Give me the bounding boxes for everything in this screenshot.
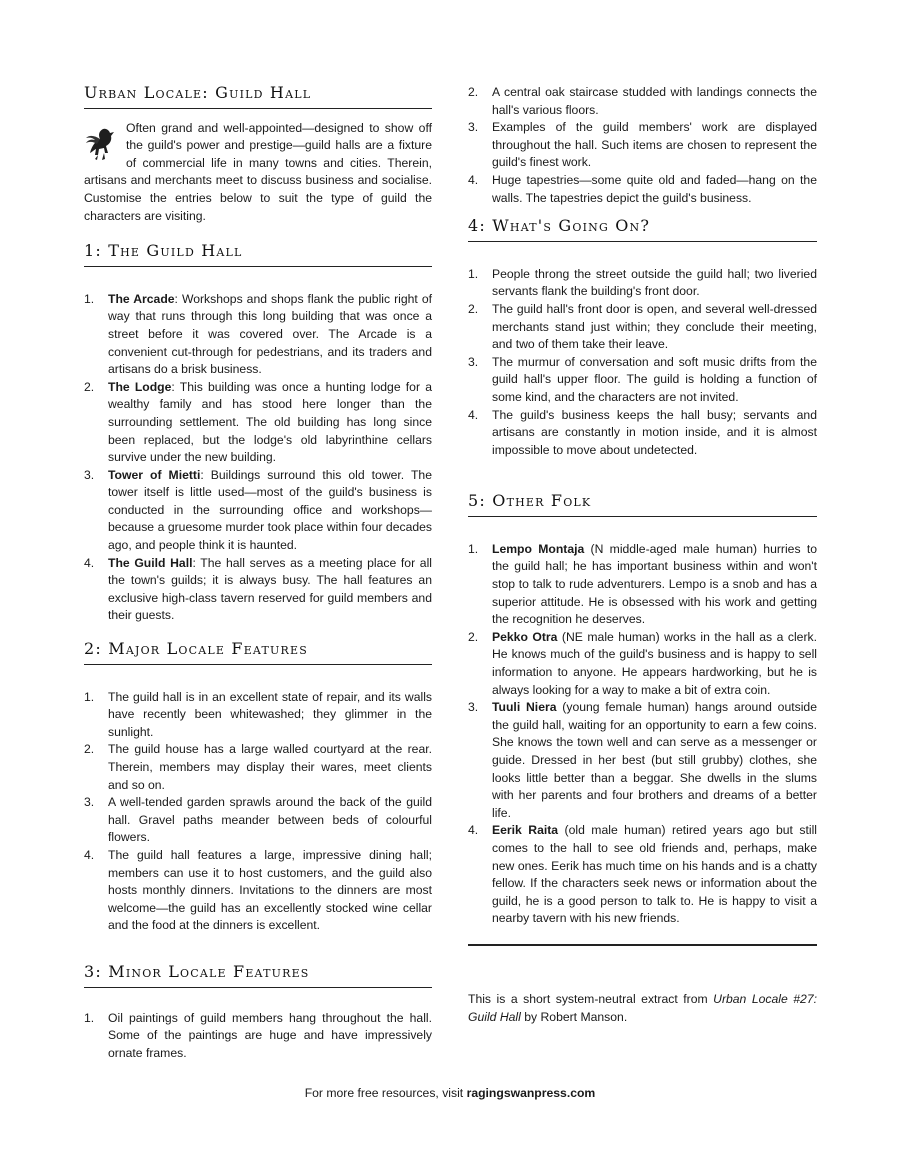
- major-features-list: [84, 689, 432, 935]
- item-text: A central oak staircase studded with landings connects the hall's various floors.: [492, 85, 817, 117]
- item-text: People throng the street outside the guild hall; two liveried servants flank the building's front door.: [492, 266, 817, 299]
- list-item: [84, 1010, 432, 1063]
- list-item: [468, 699, 817, 822]
- item-name: The Guild Hall: [108, 555, 193, 570]
- list-item: [468, 407, 817, 460]
- list-item: [468, 822, 817, 928]
- extract-note: [468, 991, 817, 1026]
- item-number: 1.: [84, 291, 95, 306]
- item-text: The guild hall is in an excellent state of repair, and its walls have recently been whitewashed; they glimmer in the sunlight.: [108, 689, 432, 739]
- section-heading-major: 2: Major Locale Features: [84, 640, 432, 665]
- item-number: 4.: [468, 172, 479, 187]
- list-item: [468, 301, 817, 354]
- minor-features-list-part-2: [468, 84, 817, 207]
- item-number: 3.: [468, 700, 479, 715]
- item-number: 2.: [84, 742, 95, 757]
- item-number: 3.: [84, 795, 95, 810]
- item-number: 2.: [468, 629, 479, 644]
- intro-block: [84, 120, 432, 226]
- intro-text: Often grand and well-appointed—designed to show off the guild's power and prestige—guild halls are a fixture of commercial life in many towns and cities. Therein, artisans and merchants meet to discuss business and socialise. Customise the entries below to suit the type of guild the characters are visiting.: [84, 120, 432, 223]
- item-number: 1.: [468, 541, 479, 556]
- extract-before: This is a short system-neutral extract from: [468, 991, 714, 1006]
- item-text: A well-tended garden sprawls around the back of the guild hall. Gravel paths meander between beds of colourful flowers.: [108, 795, 432, 845]
- divider: [468, 944, 817, 946]
- item-number: 1.: [84, 1010, 95, 1025]
- item-text: The guild's business keeps the hall busy; servants and artisans are constantly in motion inside, and it is almost impossible to move about undetected.: [492, 407, 817, 457]
- footer-link[interactable]: ragingswanpress.com: [466, 1086, 596, 1100]
- item-name: Tower of Mietti: [108, 467, 201, 482]
- item-text: : Workshops and shops flank the public right of way that runs through this long building that was once a street before it was covered over. The Arcade is a convenient cut-through for pedestrians, and its traders and artisans do a brisk business.: [108, 291, 432, 377]
- list-item: [84, 741, 432, 794]
- item-text: The guild hall's front door is open, and several well-dressed merchants stand just within; they conclude their meeting, and two of them take their leave.: [492, 301, 817, 352]
- item-number: 3.: [468, 354, 479, 369]
- item-number: 2.: [468, 85, 479, 99]
- item-text: (young female human) hangs around outside the guild hall, waiting for an opportunity to earn a few coins. She knows the town well and can serve as a messenger or guide. Dressed in her best (but still grubby) clothes, she looks little better than a beggar. She dwells in the slums with her parents and four brothers and dreams of a better life.: [492, 700, 817, 820]
- item-number: 4.: [468, 823, 479, 838]
- list-item: [84, 689, 432, 742]
- list-item: [468, 629, 817, 699]
- item-text: : The hall serves as a meeting place for all the town's guilds; it is always busy. The hall features an exclusive high-class tavern reserved for guild members and their guests.: [108, 555, 432, 623]
- item-number: 2.: [84, 379, 95, 394]
- list-item: [468, 172, 817, 207]
- item-text: The guild house has a large walled courtyard at the rear. Therein, members may display their wares, meet clients and so on.: [108, 742, 432, 792]
- left-column: [84, 80, 432, 1062]
- item-text: Examples of the guild members' work are displayed throughout the hall. Such items are chosen to represent the guild's finest work.: [492, 120, 817, 170]
- minor-features-list-part-1: [84, 1010, 432, 1063]
- footer-text: For more free resources, visit: [304, 1086, 467, 1100]
- item-number: 3.: [84, 467, 95, 482]
- list-item: [468, 119, 817, 172]
- section-heading-going-on: 4: What's Going On?: [468, 217, 817, 242]
- item-number: 1.: [84, 689, 95, 704]
- list-item: [468, 84, 817, 119]
- npc-name: Lempo Montaja: [492, 541, 585, 556]
- list-item: [84, 291, 432, 379]
- right-column: [468, 84, 817, 1026]
- item-text: (old male human) retired years ago but still comes to the hall to see old friends and, perhaps, make new ones. Eerik has much time on his hands and is a chatty fellow. If the characters seek news or information about the guild, he is a good person to talk to. He is happy to visit a nearby tavern with his new friends.: [492, 823, 817, 926]
- list-item: [84, 467, 432, 555]
- item-name: The Lodge: [108, 379, 172, 394]
- guild-hall-list: [84, 291, 432, 625]
- item-number: 4.: [84, 847, 95, 862]
- list-item: [468, 266, 817, 301]
- item-text: : This building was once a hunting lodge for a wealthy family and has stood here longer than the surrounding settlement. The old building has long since been replaced, but the lodge's old labyrinthine cellars survive under the new building.: [108, 379, 432, 465]
- item-number: 1.: [468, 266, 479, 281]
- list-item: [84, 379, 432, 467]
- item-text: Huge tapestries—some quite old and faded—hang on the walls. The tapestries depict the guild's business.: [492, 172, 817, 205]
- section-heading-other-folk: 5: Other Folk: [468, 492, 817, 517]
- item-text: : Buildings surround this old tower. The tower itself is little used—most of the guild's business is conducted in the surrounding office and workshops—because a gruesome murder took place within four decades ago, and people think it is haunted.: [108, 467, 432, 553]
- extract-after: by Robert Manson.: [520, 1009, 628, 1024]
- npc-name: Pekko Otra: [492, 629, 558, 644]
- list-item: [84, 847, 432, 935]
- list-item: [468, 354, 817, 407]
- footer: [0, 1086, 900, 1100]
- item-text: (N middle-aged male human) hurries to the guild hall; he has important business within and won't stop to talk to rude adventurers. Lempo is a snob and has a superior attitude. He is obsessed with his work and getting the recognition he deserves.: [492, 541, 817, 627]
- item-name: The Arcade: [108, 291, 175, 306]
- npc-name: Tuuli Niera: [492, 700, 557, 715]
- item-text: Oil paintings of guild members hang throughout the hall. Some of the paintings are huge and have impressively ornate frames.: [108, 1010, 432, 1060]
- going-on-list: [468, 266, 817, 460]
- list-item: [84, 794, 432, 847]
- other-folk-list: [468, 541, 817, 928]
- item-number: 4.: [468, 407, 479, 422]
- item-number: 3.: [468, 120, 479, 135]
- page-title: Urban Locale: Guild Hall: [84, 84, 432, 109]
- section-heading-guild-hall: 1: The Guild Hall: [84, 242, 432, 267]
- item-text: (NE male human) works in the hall as a clerk. He knows much of the guild's business and is happy to sell information to anyone. He appears hardworking, but he is always looking for a way to make a bit of extra coin.: [492, 629, 817, 697]
- item-text: The guild hall features a large, impressive dining hall; members can use it to host customers, and the guild also hosts monthly dinners. Invitations to the dinners are most welcome—the guild has an excellently stocked wine cellar and the food at the dinners is excellent.: [108, 847, 432, 933]
- extract-title: Urban Locale #27: Guild Hall: [468, 991, 817, 1024]
- item-text: The murmur of conversation and soft music drifts from the guild hall's upper floor. The guild is holding a function of some kind, and the characters are not invited.: [492, 354, 817, 404]
- item-number: 2.: [468, 301, 479, 316]
- section-heading-minor: 3: Minor Locale Features: [84, 963, 432, 988]
- item-number: 4.: [84, 555, 95, 570]
- npc-name: Eerik Raita: [492, 823, 559, 838]
- list-item: [84, 555, 432, 625]
- griffin-icon: [84, 123, 120, 163]
- list-item: [468, 541, 817, 629]
